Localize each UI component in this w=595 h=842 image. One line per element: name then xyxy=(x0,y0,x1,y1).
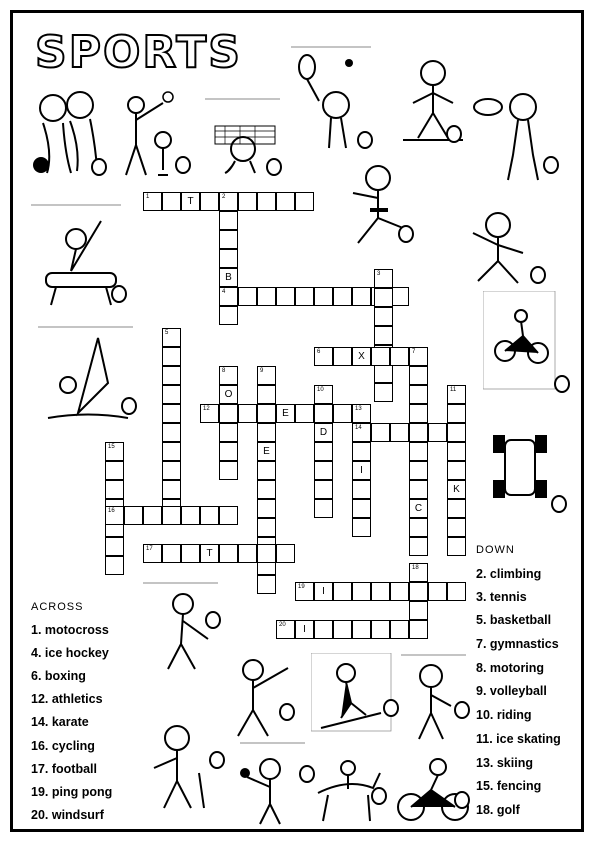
crossword-cell[interactable] xyxy=(409,537,428,556)
clue-number: 2 xyxy=(222,194,226,200)
answer-circle[interactable] xyxy=(175,156,191,174)
crossword-cell[interactable] xyxy=(390,423,409,442)
crossword-cell[interactable] xyxy=(181,544,200,563)
given-letter: K xyxy=(453,484,460,495)
crossword-cell[interactable] xyxy=(200,544,219,563)
crossword-cell[interactable] xyxy=(409,366,428,385)
crossword-cell[interactable] xyxy=(219,192,238,211)
crossword-cell[interactable] xyxy=(105,442,124,461)
down-heading: DOWN xyxy=(476,544,515,556)
hockey-player-illustration xyxy=(139,713,219,818)
crossword-cell[interactable] xyxy=(374,307,393,326)
crossword-cell[interactable] xyxy=(447,442,466,461)
crossword-cell[interactable] xyxy=(352,347,371,366)
answer-circle[interactable] xyxy=(111,285,127,303)
across-clue: 4. ice hockey xyxy=(31,646,109,660)
crossword-cell[interactable] xyxy=(409,620,428,639)
crossword-cell[interactable] xyxy=(219,506,238,525)
crossword-cell[interactable] xyxy=(447,480,466,499)
crossword-cell[interactable] xyxy=(409,442,428,461)
crossword-cell[interactable] xyxy=(124,506,143,525)
ping-pong-illustration xyxy=(235,739,310,829)
answer-circle[interactable] xyxy=(279,703,295,721)
crossword-cell[interactable] xyxy=(409,347,428,366)
crossword-cell[interactable] xyxy=(447,423,466,442)
crossword-cell[interactable] xyxy=(333,582,352,601)
crossword-cell[interactable] xyxy=(409,423,428,442)
crossword-cell[interactable] xyxy=(447,499,466,518)
crossword-cell[interactable] xyxy=(257,544,276,563)
crossword-cell[interactable] xyxy=(162,404,181,423)
crossword-cell[interactable] xyxy=(257,442,276,461)
answer-circle[interactable] xyxy=(554,375,570,393)
crossword-cell[interactable] xyxy=(219,249,238,268)
crossword-cell[interactable] xyxy=(257,287,276,306)
crossword-cell[interactable] xyxy=(105,556,124,575)
crossword-cell[interactable] xyxy=(371,347,390,366)
answer-circle[interactable] xyxy=(551,495,567,513)
racing-car-illustration xyxy=(485,425,560,510)
given-letter: I xyxy=(322,586,325,597)
crossword-cell[interactable] xyxy=(371,423,390,442)
crossword-cell[interactable] xyxy=(295,620,314,639)
clue-number: 14 xyxy=(355,425,362,431)
crossword-cell[interactable] xyxy=(162,480,181,499)
golfer-illustration xyxy=(401,651,471,746)
answer-circle[interactable] xyxy=(398,225,414,243)
crossword-cell[interactable] xyxy=(352,620,371,639)
crossword-cell[interactable] xyxy=(162,442,181,461)
clue-number: 19 xyxy=(298,584,305,590)
clue-number: 7 xyxy=(412,349,416,355)
clue-number: 4 xyxy=(222,289,226,295)
crossword-cell[interactable] xyxy=(314,620,333,639)
crossword-cell[interactable] xyxy=(409,499,428,518)
down-clue: 10. riding xyxy=(476,708,532,722)
crossword-cell[interactable] xyxy=(352,582,371,601)
crossword-cell[interactable] xyxy=(257,575,276,594)
given-letter: X xyxy=(358,351,365,362)
down-clue: 13. skiing xyxy=(476,756,533,770)
crossword-cell[interactable] xyxy=(162,385,181,404)
across-clue: 16. cycling xyxy=(31,739,95,753)
crossword-cell[interactable] xyxy=(257,366,276,385)
answer-circle[interactable] xyxy=(454,701,470,719)
clue-number: 3 xyxy=(377,271,381,277)
crossword-cell[interactable] xyxy=(162,192,181,211)
given-letter: E xyxy=(263,446,270,457)
crossword-cell[interactable] xyxy=(333,287,352,306)
clue-number: 10 xyxy=(317,387,324,393)
crossword-cell[interactable] xyxy=(374,364,393,383)
page-title: SPORTS xyxy=(35,27,242,78)
crossword-cell[interactable] xyxy=(374,269,393,288)
crossword-cell[interactable] xyxy=(219,211,238,230)
down-clue: 11. ice skating xyxy=(476,732,561,746)
given-letter: T xyxy=(206,548,213,559)
crossword-cell[interactable] xyxy=(409,461,428,480)
crossword-cell[interactable] xyxy=(314,287,333,306)
crossword-cell[interactable] xyxy=(447,582,466,601)
worksheet-page xyxy=(10,10,584,832)
answer-circle[interactable] xyxy=(266,158,282,176)
crossword-cell[interactable] xyxy=(314,461,333,480)
clue-number: 18 xyxy=(412,565,419,571)
crossword-cell[interactable] xyxy=(333,404,352,423)
answer-circle[interactable] xyxy=(371,787,387,805)
crossword-cell[interactable] xyxy=(162,347,181,366)
given-letter: I xyxy=(360,465,363,476)
crossword-cell[interactable] xyxy=(352,404,371,423)
clue-number: 15 xyxy=(108,444,115,450)
down-clue: 8. motoring xyxy=(476,661,545,675)
given-letter: E xyxy=(282,408,289,419)
clue-number: 1 xyxy=(146,194,150,200)
clue-number: 12 xyxy=(203,406,210,412)
crossword-cell[interactable] xyxy=(447,461,466,480)
crossword-cell[interactable] xyxy=(371,582,390,601)
crossword-cell[interactable] xyxy=(409,582,428,601)
crossword-cell[interactable] xyxy=(200,192,219,211)
clue-number: 9 xyxy=(260,368,264,374)
crossword-cell[interactable] xyxy=(238,192,257,211)
answer-circle[interactable] xyxy=(446,125,462,143)
clue-number: 17 xyxy=(146,546,153,552)
answer-circle[interactable] xyxy=(454,791,470,809)
crossword-cell[interactable] xyxy=(428,423,447,442)
crossword-cell[interactable] xyxy=(276,404,295,423)
crossword-cell[interactable] xyxy=(314,404,333,423)
crossword-cell[interactable] xyxy=(352,461,371,480)
answer-circle[interactable] xyxy=(205,611,221,629)
down-clue: 18. golf xyxy=(476,803,520,817)
across-clue: 1. motocross xyxy=(31,623,109,637)
crossword-cell[interactable] xyxy=(219,268,238,287)
given-letter: O xyxy=(224,389,233,400)
crossword-cell[interactable] xyxy=(374,383,393,402)
crossword-cell[interactable] xyxy=(181,192,200,211)
crossword-cell[interactable] xyxy=(352,499,371,518)
crossword-cell[interactable] xyxy=(257,518,276,537)
given-letter: I xyxy=(303,624,306,635)
crossword-cell[interactable] xyxy=(447,385,466,404)
crossword-cell[interactable] xyxy=(105,537,124,556)
crossword-cell[interactable] xyxy=(257,385,276,404)
crossword-cell[interactable] xyxy=(219,423,238,442)
across-heading: ACROSS xyxy=(31,601,84,613)
crossword-cell[interactable] xyxy=(314,582,333,601)
crossword-cell[interactable] xyxy=(219,306,238,325)
given-letter: C xyxy=(414,503,423,514)
given-letter: B xyxy=(225,272,232,283)
clue-number: 5 xyxy=(165,330,169,336)
crossword-cell[interactable] xyxy=(447,537,466,556)
crossword-cell[interactable] xyxy=(257,404,276,423)
crossword-cell[interactable] xyxy=(219,404,238,423)
answer-circle[interactable] xyxy=(121,397,137,415)
clue-number: 6 xyxy=(317,349,321,355)
crossword-cell[interactable] xyxy=(219,287,238,306)
crossword-cell[interactable] xyxy=(219,366,238,385)
fencer-illustration xyxy=(218,648,298,743)
crossword-cell[interactable] xyxy=(200,404,219,423)
crossword-cell[interactable] xyxy=(314,347,333,366)
crossword-cell[interactable] xyxy=(409,563,428,582)
crossword-cell[interactable] xyxy=(447,518,466,537)
crossword-cell[interactable] xyxy=(409,385,428,404)
crossword-cell[interactable] xyxy=(276,620,295,639)
crossword-cell[interactable] xyxy=(333,620,352,639)
clue-number: 20 xyxy=(279,622,286,628)
crossword-cell[interactable] xyxy=(352,518,371,537)
crossword-cell[interactable] xyxy=(143,192,162,211)
motocross-illustration xyxy=(483,291,558,391)
crossword-cell[interactable] xyxy=(105,480,124,499)
crossword-cell[interactable] xyxy=(352,423,371,442)
crossword-cell[interactable] xyxy=(257,461,276,480)
answer-circle[interactable] xyxy=(209,751,225,769)
answer-circle[interactable] xyxy=(91,158,107,176)
down-clue: 2. climbing xyxy=(476,567,542,581)
crossword-cell[interactable] xyxy=(333,347,352,366)
crossword-cell[interactable] xyxy=(352,480,371,499)
crossword-cell[interactable] xyxy=(162,423,181,442)
crossword-cell[interactable] xyxy=(181,506,200,525)
across-clue: 14. karate xyxy=(31,715,89,729)
down-clue: 5. basketball xyxy=(476,613,552,627)
crossword-cell[interactable] xyxy=(352,287,371,306)
crossword-cell[interactable] xyxy=(409,518,428,537)
answer-circle[interactable] xyxy=(357,131,373,149)
crossword-cell[interactable] xyxy=(238,544,257,563)
crossword-cell[interactable] xyxy=(314,423,333,442)
skier-illustration xyxy=(311,653,401,738)
crossword-cell[interactable] xyxy=(105,461,124,480)
crossword-cell[interactable] xyxy=(390,347,409,366)
crossword-cell[interactable] xyxy=(257,480,276,499)
crossword-cell[interactable] xyxy=(219,544,238,563)
given-letter: T xyxy=(187,196,194,207)
down-clue: 3. tennis xyxy=(476,590,527,604)
crossword-cell[interactable] xyxy=(295,582,314,601)
crossword-cell[interactable] xyxy=(409,601,428,620)
crossword-cell[interactable] xyxy=(238,404,257,423)
answer-circle[interactable] xyxy=(530,266,546,284)
crossword-cell[interactable] xyxy=(314,499,333,518)
crossword-cell[interactable] xyxy=(162,544,181,563)
crossword-cell[interactable] xyxy=(374,326,393,345)
given-letter: D xyxy=(319,427,328,438)
crossword-cell[interactable] xyxy=(162,366,181,385)
crossword-cell[interactable] xyxy=(390,582,409,601)
crossword-cell[interactable] xyxy=(276,192,295,211)
crossword-cell[interactable] xyxy=(409,404,428,423)
football-player-illustration xyxy=(468,85,553,185)
crossword-cell[interactable] xyxy=(219,230,238,249)
crossword-cell[interactable] xyxy=(371,620,390,639)
answer-circle[interactable] xyxy=(543,156,559,174)
crossword-cell[interactable] xyxy=(257,192,276,211)
crossword-cell[interactable] xyxy=(162,506,181,525)
crossword-cell[interactable] xyxy=(295,287,314,306)
crossword-cell[interactable] xyxy=(105,506,124,525)
crossword-cell[interactable] xyxy=(200,506,219,525)
crossword-cell[interactable] xyxy=(143,544,162,563)
down-clue: 15. fencing xyxy=(476,779,542,793)
crossword-cell[interactable] xyxy=(219,461,238,480)
crossword-cell[interactable] xyxy=(428,582,447,601)
down-clue: 9. volleyball xyxy=(476,684,547,698)
crossword-cell[interactable] xyxy=(409,480,428,499)
across-clue: 20. windsurf xyxy=(31,808,104,822)
crossword-cell[interactable] xyxy=(257,423,276,442)
crossword-cell[interactable] xyxy=(162,328,181,347)
crossword-cell[interactable] xyxy=(352,442,371,461)
crossword-cell[interactable] xyxy=(314,480,333,499)
across-clue: 19. ping pong xyxy=(31,785,113,799)
crossword-cell[interactable] xyxy=(238,287,257,306)
down-clue: 7. gymnastics xyxy=(476,637,559,651)
crossword-cell[interactable] xyxy=(219,385,238,404)
ice-skater-illustration xyxy=(453,203,538,293)
crossword-cell[interactable] xyxy=(374,288,393,307)
crossword-cell[interactable] xyxy=(314,442,333,461)
answer-circle[interactable] xyxy=(383,699,399,717)
across-clue: 17. football xyxy=(31,762,97,776)
ice-hockey-illustration xyxy=(143,579,223,679)
crossword-cell[interactable] xyxy=(143,506,162,525)
clue-number: 16 xyxy=(108,508,115,514)
crossword-cell[interactable] xyxy=(295,404,314,423)
clue-number: 13 xyxy=(355,406,362,412)
crossword-cell[interactable] xyxy=(257,499,276,518)
crossword-cell[interactable] xyxy=(447,404,466,423)
clue-number: 11 xyxy=(450,387,457,393)
crossword-cell[interactable] xyxy=(276,287,295,306)
crossword-cell[interactable] xyxy=(314,385,333,404)
crossword-cell[interactable] xyxy=(390,620,409,639)
across-clue: 12. athletics xyxy=(31,692,103,706)
cyclist-illustration xyxy=(393,745,473,830)
crossword-cell[interactable] xyxy=(295,192,314,211)
across-clue: 6. boxing xyxy=(31,669,86,683)
clue-number: 8 xyxy=(222,368,226,374)
crossword-cell[interactable] xyxy=(276,544,295,563)
crossword-cell[interactable] xyxy=(162,461,181,480)
crossword-cell[interactable] xyxy=(219,442,238,461)
